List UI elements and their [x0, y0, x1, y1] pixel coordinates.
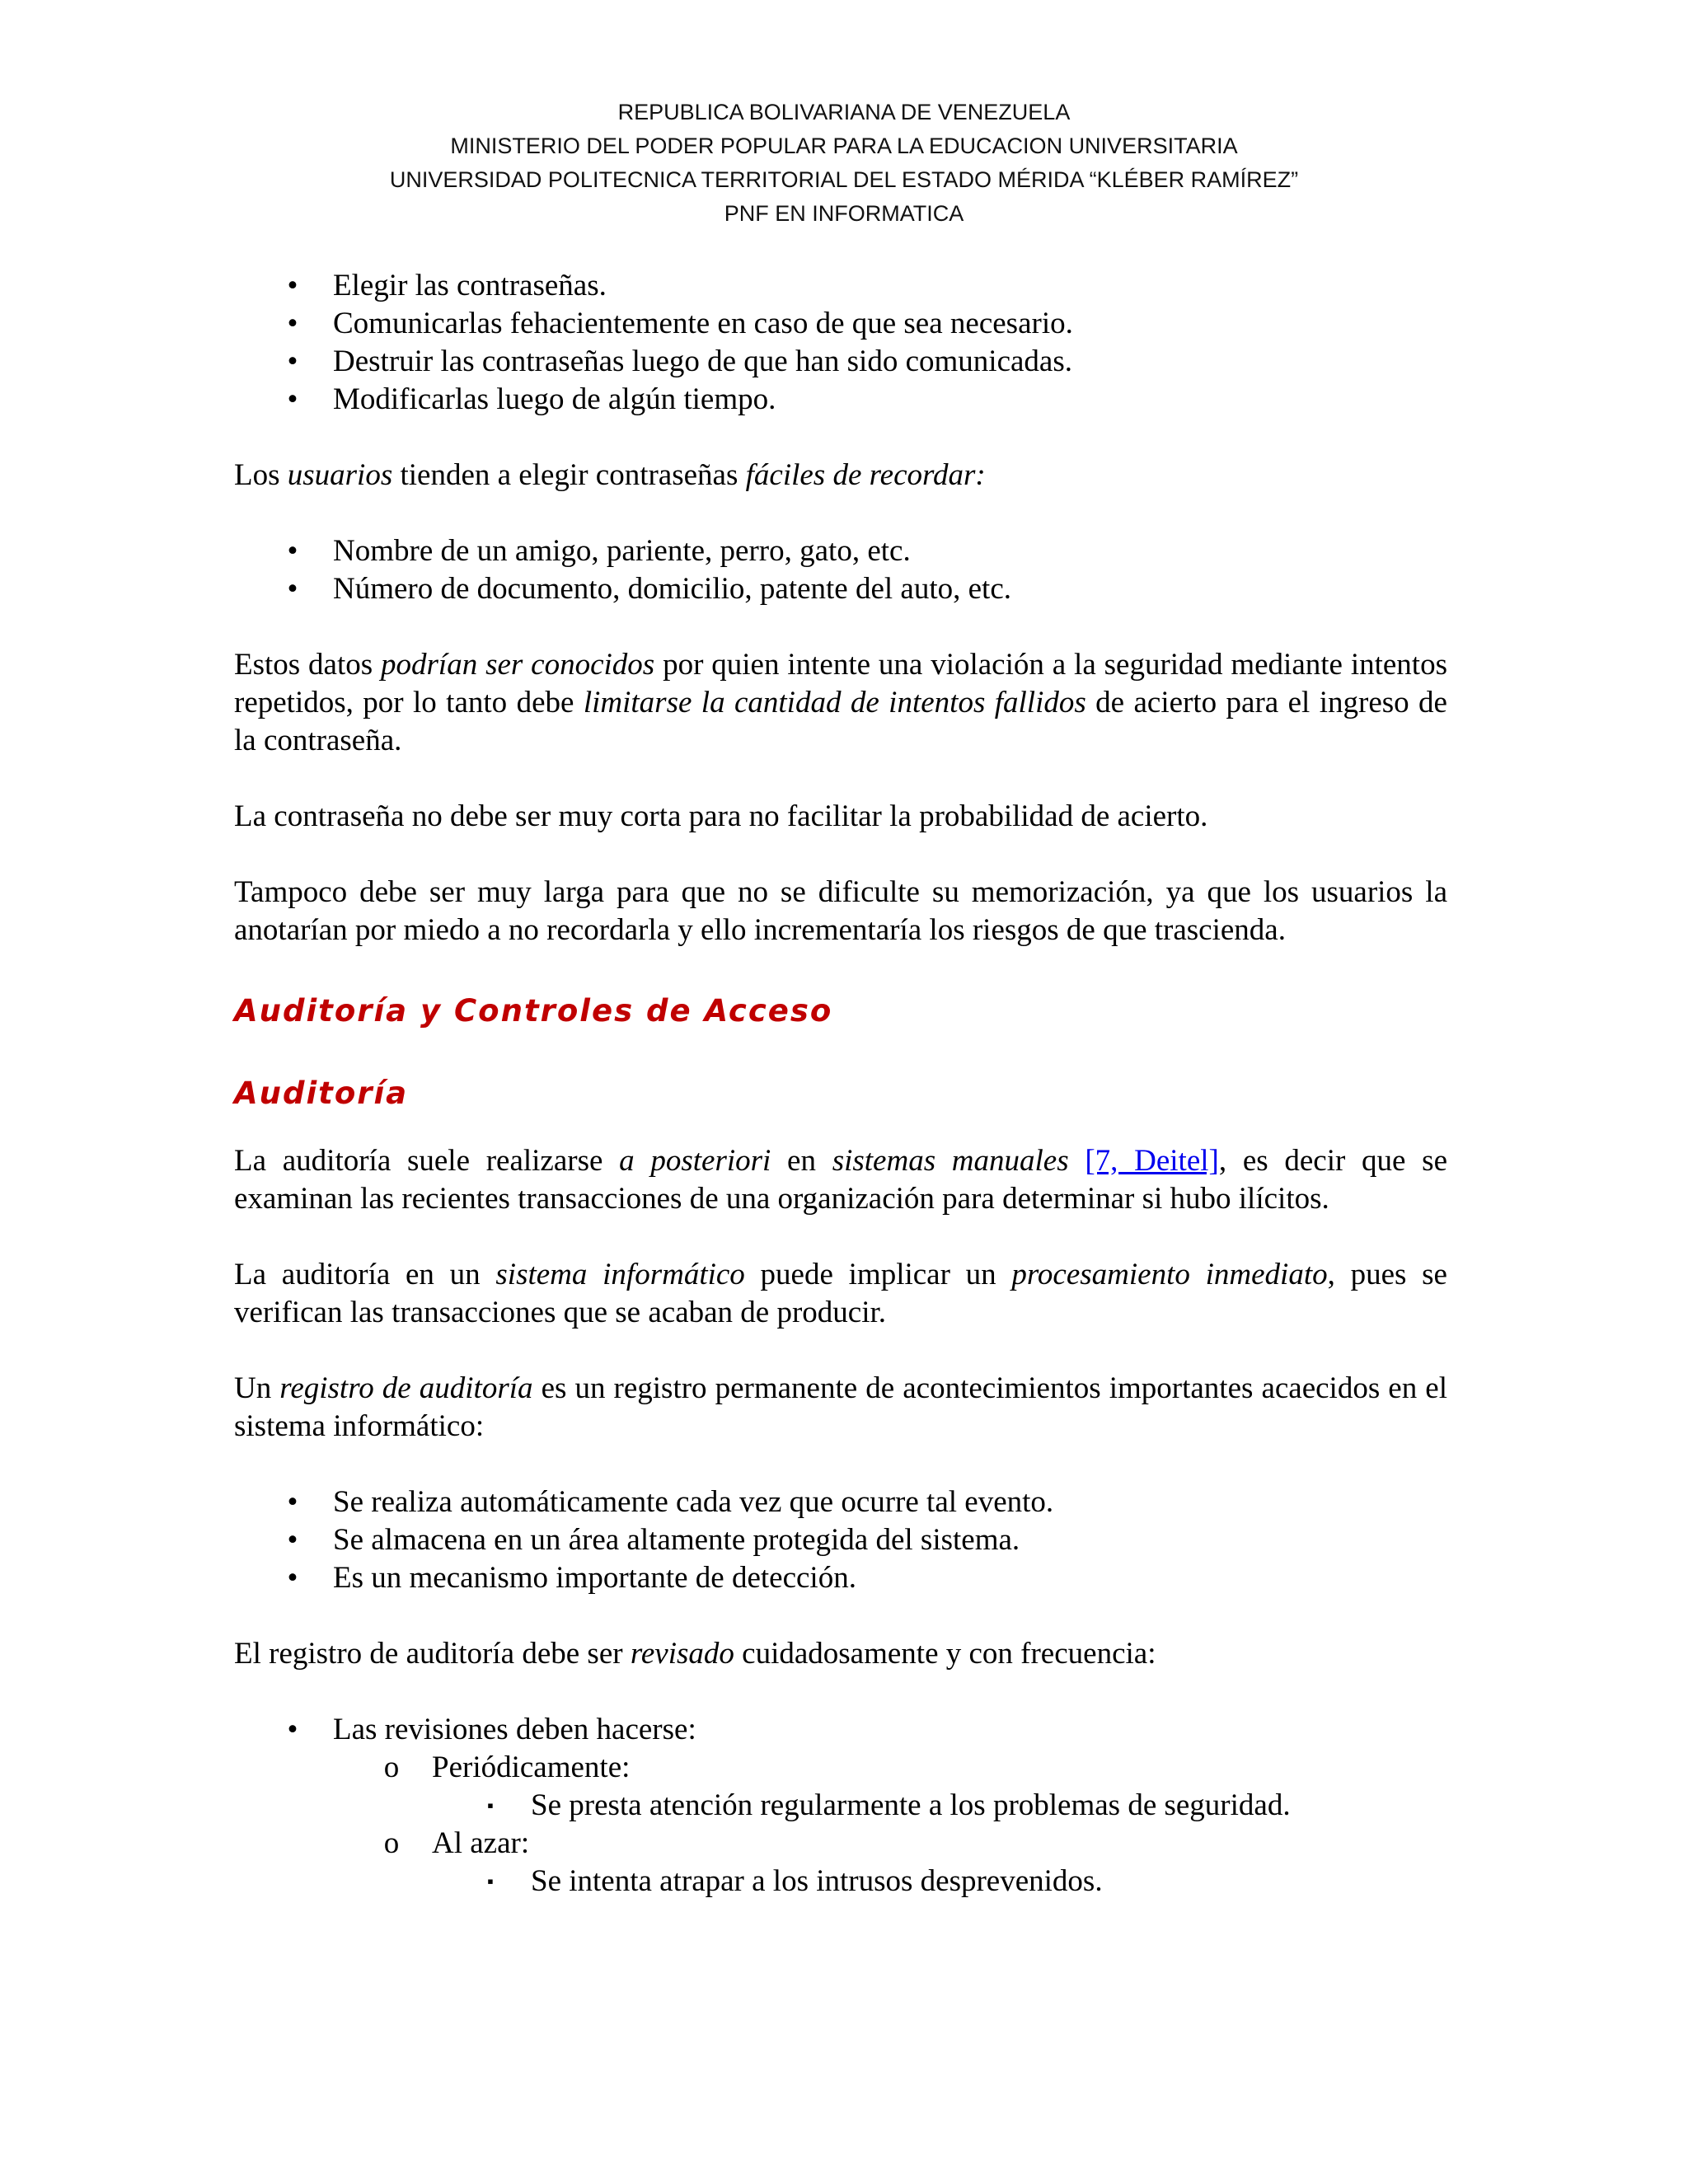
bullet-icon: • [287, 572, 298, 606]
bullet-icon: • [287, 307, 298, 340]
paragraph-audit-manual: La auditoría suele realizarse a posteriori en sistemas manuales [7, Deitel], es decir que se examinan las recientes transacciones de una organización para determinar si hubo ilícitos. [234, 1144, 1447, 1216]
paragraph-password-length-short: La contraseña no debe ser muy corta para no facilitar la probabilidad de acierto. [234, 799, 1208, 833]
review-nested-list [234, 1711, 1447, 1900]
review-sublist-periodic [234, 1749, 1447, 1787]
list-item: • Comunicarlas fehacientemente en caso de que sea necesario. [234, 305, 1447, 343]
paragraph-limit-attempts: Estos datos podrían ser conocidos por quien intente una violación a la seguridad mediante intentos repetidos, por lo tanto debe limitarse la cantidad de intentos fallidos de acierto para el ingreso de la contraseña. [234, 648, 1447, 757]
bullet-icon: • [287, 382, 298, 416]
header-line-ministry: MINISTERIO DEL PODER POPULAR PARA LA EDUCACION UNIVERSITARIA [450, 134, 1238, 158]
review-list [234, 1711, 1447, 1749]
list-item: • Número de documento, domicilio, patente del auto, etc. [234, 570, 1447, 608]
list-item: ▪ Se presta atención regularmente a los problemas de seguridad. [234, 1787, 1447, 1825]
reference-link[interactable]: [7, Deitel] [1085, 1144, 1219, 1178]
bullet-icon: • [287, 1561, 298, 1595]
review-detail-random [234, 1863, 1447, 1900]
bullet-icon: • [287, 344, 298, 378]
square-bullet-icon: ▪ [487, 1795, 494, 1816]
bullet-icon: • [287, 534, 298, 568]
password-tasks-list [234, 267, 1447, 419]
list-item: • Modificarlas luego de algún tiempo. [234, 381, 1447, 419]
header-line-program: PNF EN INFORMATICA [724, 201, 964, 226]
circle-bullet-icon: o [383, 1750, 400, 1784]
review-sublist-random [234, 1825, 1447, 1863]
section-heading-audit: Auditoría [234, 1076, 409, 1111]
bullet-icon: • [287, 1523, 298, 1557]
header-line-republic: REPUBLICA BOLIVARIANA DE VENEZUELA [617, 100, 1071, 124]
bullet-icon: • [287, 1485, 298, 1519]
list-item: • Es un mecanismo importante de detección. [234, 1559, 1447, 1597]
circle-bullet-icon: o [383, 1826, 400, 1860]
document-body [234, 267, 1447, 1900]
paragraph-users-passwords: Los usuarios tienden a elegir contraseñas fáciles de recordar: [234, 458, 986, 492]
bullet-icon: • [287, 1713, 298, 1746]
header-line-university: UNIVERSIDAD POLITECNICA TERRITORIAL DEL ESTADO MÉRIDA “KLÉBER RAMÍREZ” [389, 167, 1299, 192]
paragraph-audit-log: Un registro de auditoría es un registro permanente de acontecimientos importantes acaecidos en el sistema informático: [234, 1371, 1447, 1443]
paragraph-audit-review: El registro de auditoría debe ser revisado cuidadosamente y con frecuencia: [234, 1637, 1156, 1671]
bullet-icon: • [287, 269, 298, 302]
section-heading-audit-access: Auditoría y Controles de Acceso [234, 993, 833, 1029]
list-item: ▪ Se intenta atrapar a los intrusos desprevenidos. [234, 1863, 1447, 1900]
list-item: • Destruir las contraseñas luego de que han sido comunicadas. [234, 343, 1447, 381]
paragraph-password-length-long: Tampoco debe ser muy larga para que no se dificulte su memorización, ya que los usuarios la anotarían por miedo a no recordarla y ello incrementaría los riesgos de que trascienda. [234, 875, 1447, 947]
list-item: • Nombre de un amigo, pariente, perro, gato, etc. [234, 532, 1447, 570]
list-item: o Periódicamente: [234, 1749, 1447, 1787]
easy-passwords-list [234, 532, 1447, 608]
square-bullet-icon: ▪ [487, 1871, 494, 1891]
list-item: o Al azar: [234, 1825, 1447, 1863]
list-item: • Las revisiones deben hacerse: [234, 1711, 1447, 1749]
list-item: • Se realiza automáticamente cada vez que ocurre tal evento. [234, 1483, 1447, 1521]
list-item: • Elegir las contraseñas. [234, 267, 1447, 305]
paragraph-audit-computer: La auditoría en un sistema informático puede implicar un procesamiento inmediato, pues se verifican las transacciones que se acaban de producir. [234, 1258, 1447, 1329]
audit-log-features-list [234, 1483, 1447, 1597]
document-header [0, 96, 1688, 231]
list-item: • Se almacena en un área altamente protegida del sistema. [234, 1521, 1447, 1559]
review-detail-periodic [234, 1787, 1447, 1825]
